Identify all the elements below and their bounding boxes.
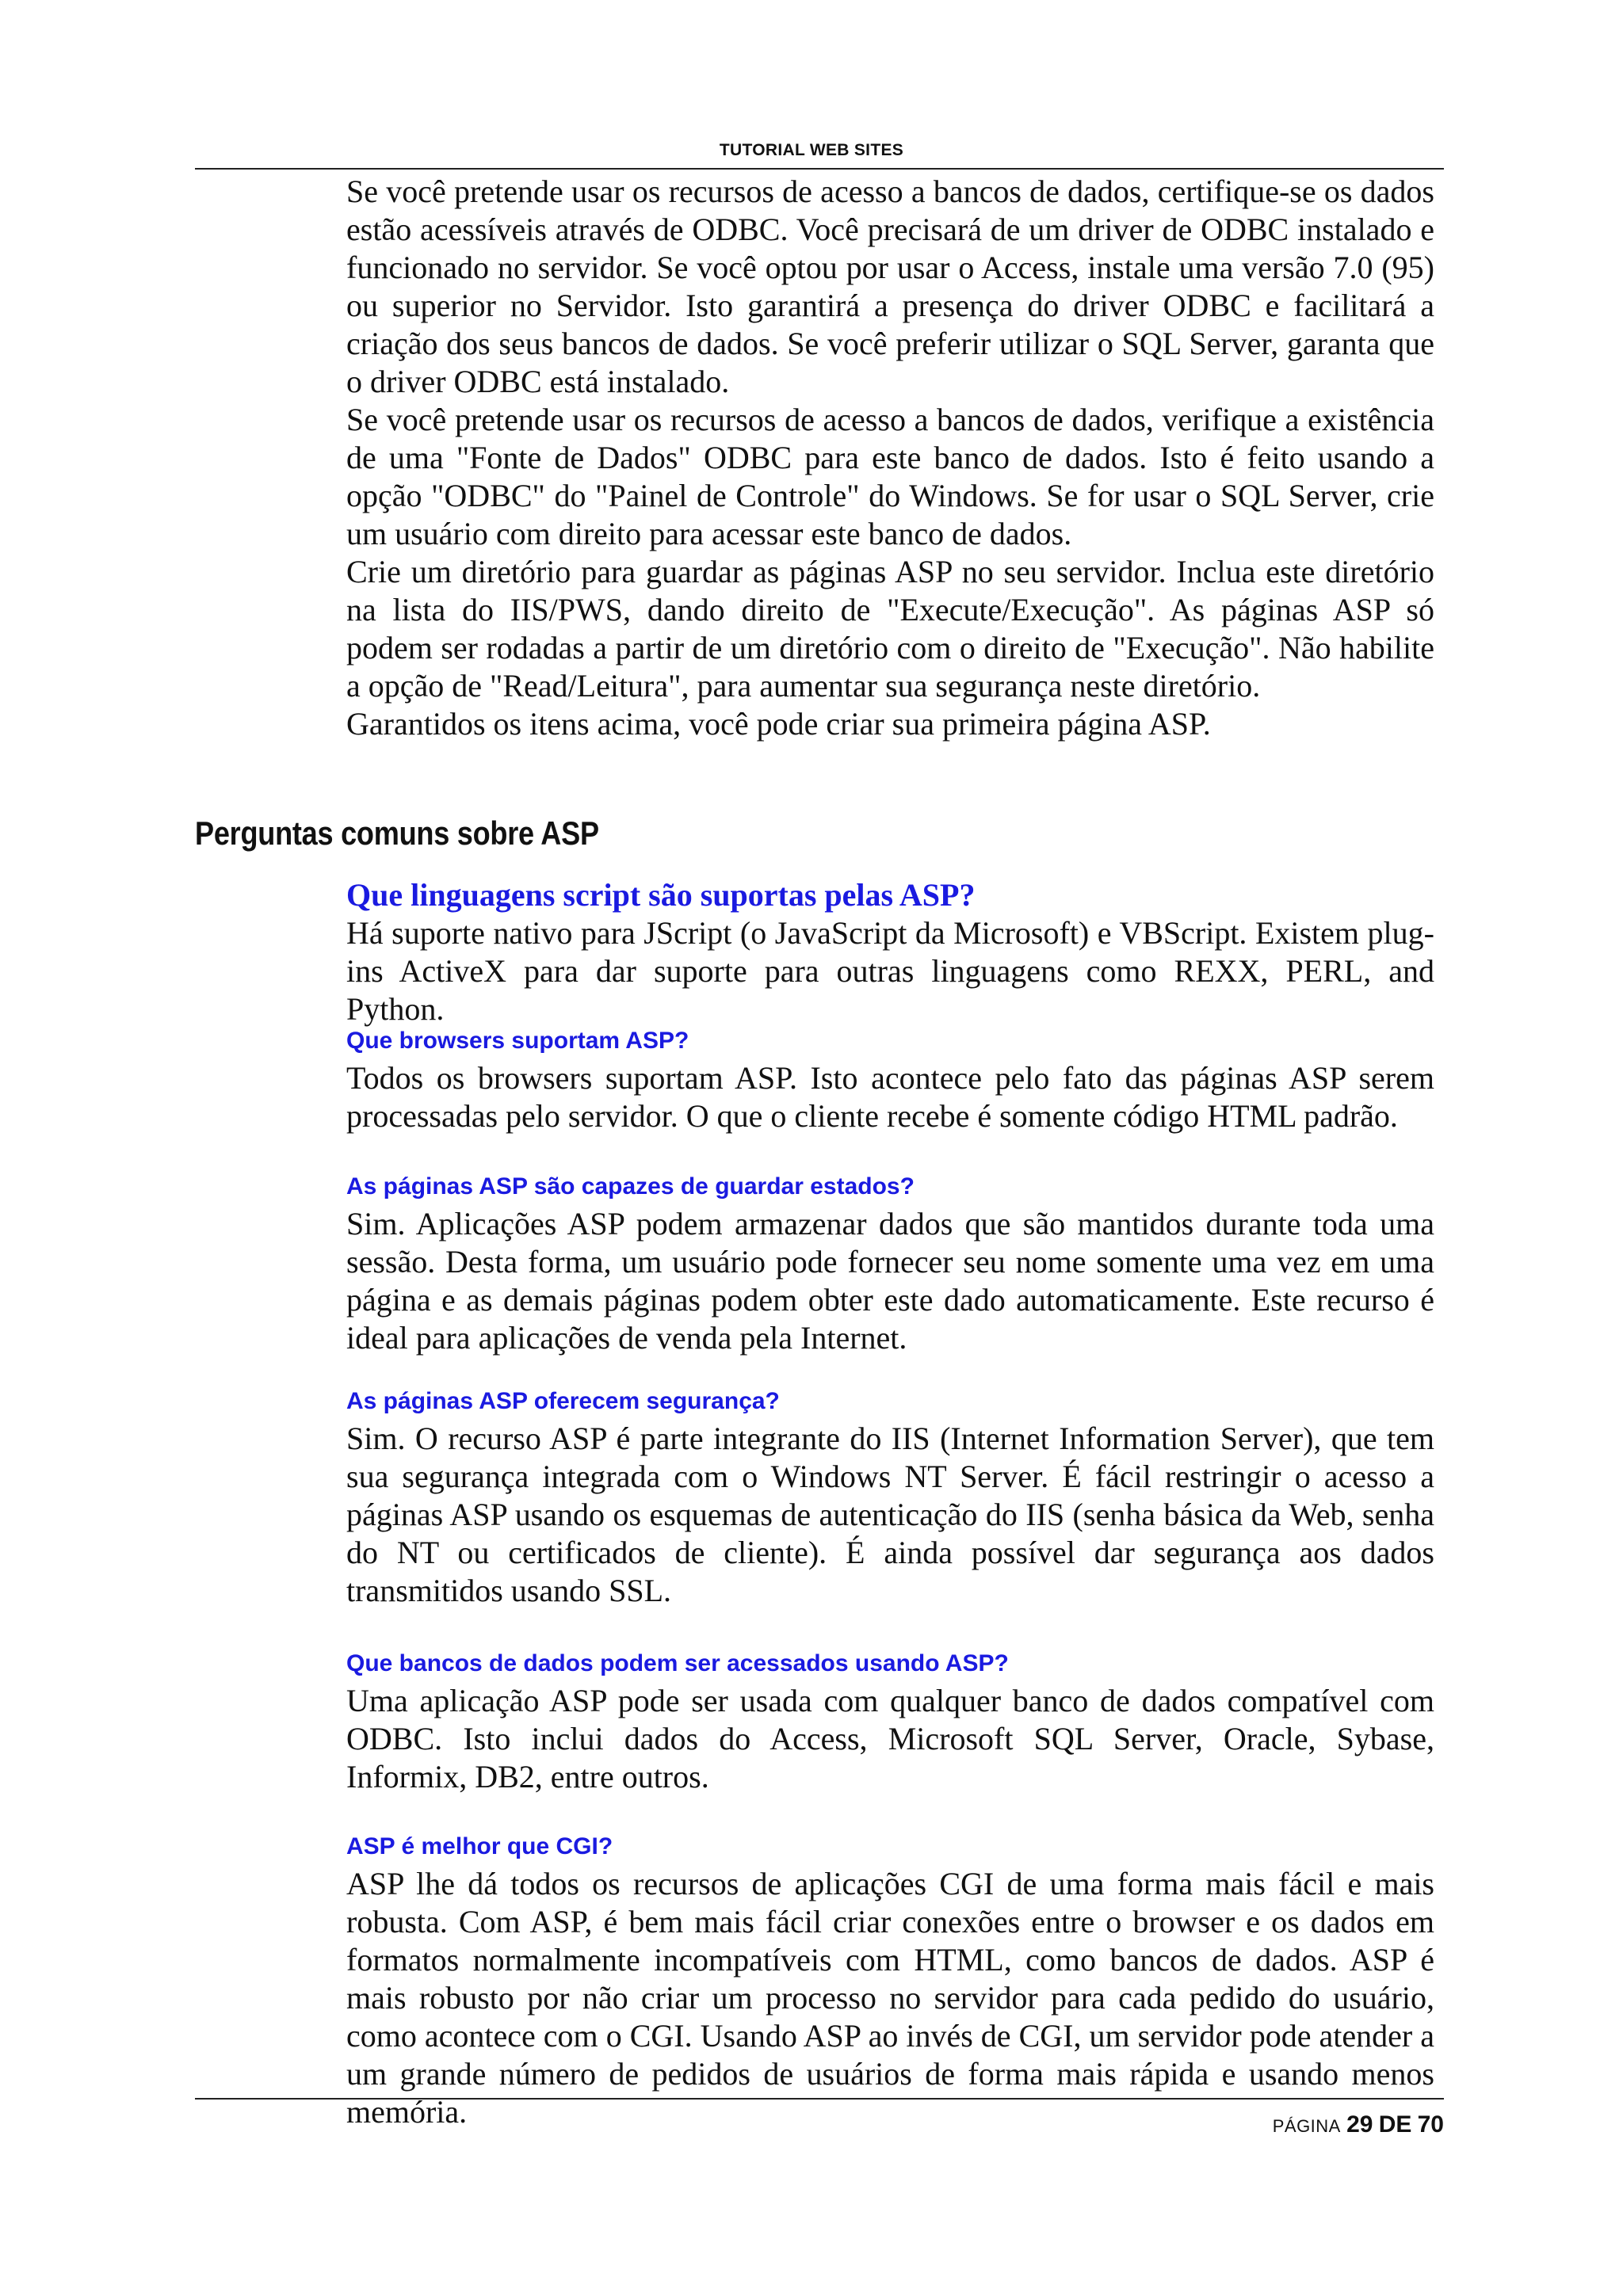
intro-paragraph: Garantidos os itens acima, você pode criar sua primeira página ASP.: [346, 706, 1211, 742]
faq-answer: Uma aplicação ASP pode ser usada com qualquer banco de dados compatível com ODBC. Isto inclui dados do Access, Microsoft SQL Server, Oracle, Sybase, Informix, DB2, entre outros.: [346, 1683, 1434, 1794]
faq-question: As páginas ASP oferecem segurança?: [346, 1388, 780, 1414]
faq-item: [346, 1023, 1434, 1135]
faq-question: Que linguagens script são suportas pelas ASP?: [346, 877, 976, 913]
faq-item: [346, 1383, 1434, 1610]
faq-item: [346, 1646, 1434, 1796]
of-label: DE: [1378, 2111, 1412, 2138]
intro-paragraph: Crie um diretório para guardar as páginas ASP no seu servidor. Inclua este diretório na lista do IIS/PWS, dando direito de "Execute/Execução". As páginas ASP só podem ser rodadas a partir de um diretório com o direito de "Execução". Não habilite a opção de "Read/Leitura", para aumentar sua segurança neste diretório.: [346, 554, 1434, 704]
faq-answer: Todos os browsers suportam ASP. Isto acontece pelo fato das páginas ASP serem processadas pelo servidor. O que o cliente recebe é somente código HTML padrão.: [346, 1060, 1434, 1134]
intro-paragraph: Se você pretende usar os recursos de acesso a bancos de dados, certifique-se os dados estão acessíveis através de ODBC. Você precisará de um driver de ODBC instalado e funcionado no servidor. Se você optou por usar o Access, instale uma versão 7.0 (95) ou superior no Servidor. Isto garantirá a presença do driver ODBC e facilitará a criação dos seus bancos de dados. Se você preferir utilizar o SQL Server, garanta que o driver ODBC está instalado.: [346, 174, 1434, 399]
header-divider: [195, 168, 1444, 170]
total-pages: 70: [1417, 2111, 1444, 2138]
page-number: 29: [1346, 2111, 1373, 2138]
faq-question: ASP é melhor que CGI?: [346, 1833, 613, 1859]
faq-answer: Há suporte nativo para JScript (o JavaScript da Microsoft) e VBScript. Existem plug-ins ActiveX para dar suporte para outras linguagens como REXX, PERL, and Python.: [346, 915, 1434, 1027]
footer-divider: [195, 2098, 1444, 2100]
faq-question: Que browsers suportam ASP?: [346, 1028, 689, 1054]
faq-item: [346, 876, 1434, 1028]
faq-item: [346, 1829, 1434, 2131]
faq-answer: Sim. Aplicações ASP podem armazenar dados que são mantidos durante toda uma sessão. Desta forma, um usuário pode fornecer seu nome somente uma vez em uma página e as demais páginas podem obter este dado automaticamente. Este recurso é ideal para aplicações de venda pela Internet.: [346, 1206, 1434, 1356]
faq-answer: ASP lhe dá todos os recursos de aplicações CGI de uma forma mais fácil e mais robusta. Com ASP, é bem mais fácil criar conexões entre o browser e os dados em formatos normalmente incompatíveis com HTML, como bancos de dados. ASP é mais robusto por não criar um processo no servidor para cada pedido do usuário, como acontece com o CGI. Usando ASP ao invés de CGI, um servidor pode atender a um grande número de pedidos de usuários de forma mais rápida e usando menos memória.: [346, 1866, 1434, 2130]
faq-question: Que bancos de dados podem ser acessados usando ASP?: [346, 1650, 1009, 1676]
page-footer: [1273, 2111, 1444, 2138]
running-header: TUTORIAL WEB SITES: [719, 141, 904, 159]
intro-text: [346, 173, 1434, 743]
faq-answer: Sim. O recurso ASP é parte integrante do IIS (Internet Information Server), que tem sua segurança integrada com o Windows NT Server. É fácil restringir o acesso a páginas ASP usando os esquemas de autenticação do IIS (senha básica da Web, senha do NT ou certificados de cliente). É ainda possível dar segurança aos dados transmitidos usando SSL.: [346, 1421, 1434, 1608]
section-heading: Perguntas comuns sobre ASP: [195, 814, 599, 852]
faq-item: [346, 1169, 1434, 1357]
faq-question: As páginas ASP são capazes de guardar estados?: [346, 1173, 915, 1199]
intro-paragraph: Se você pretende usar os recursos de acesso a bancos de dados, verifique a existência de uma "Fonte de Dados" ODBC para este banco de dados. Isto é feito usando a opção "ODBC" do "Painel de Controle" do Windows. Se for usar o SQL Server, crie um usuário com direito para acessar este banco de dados.: [346, 402, 1434, 551]
page-label: PÁGINA: [1272, 2116, 1341, 2136]
